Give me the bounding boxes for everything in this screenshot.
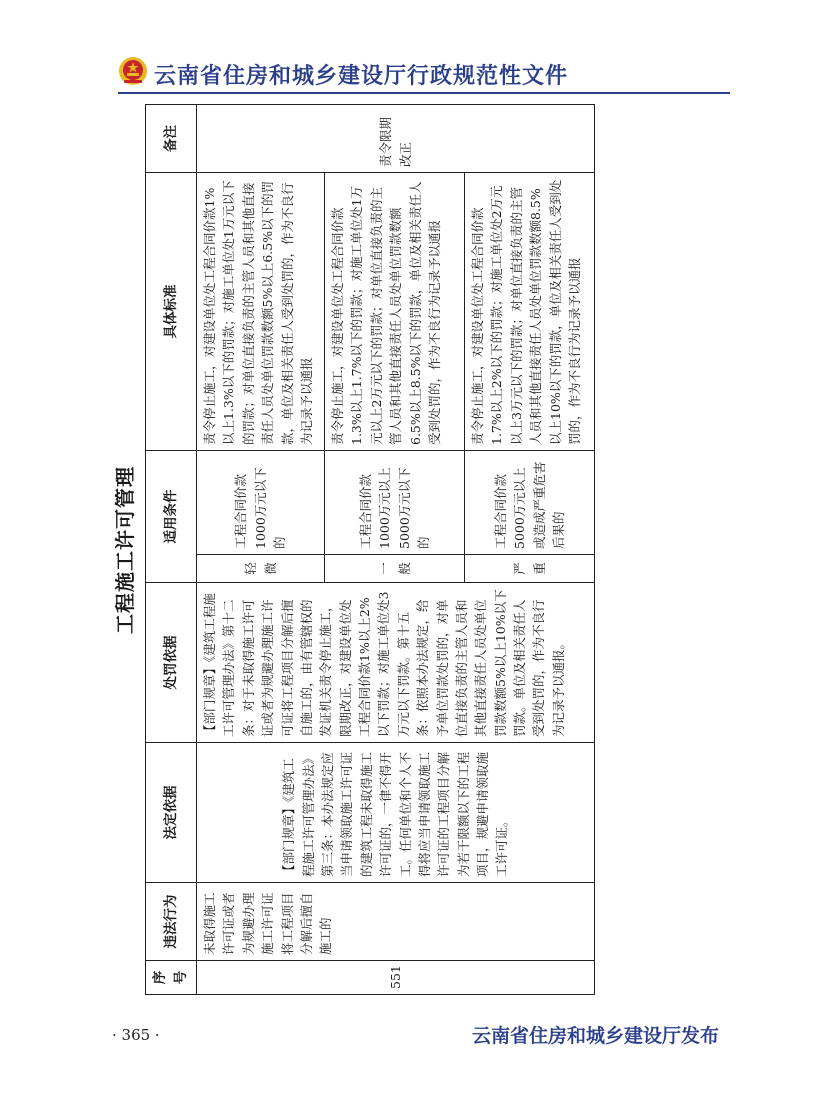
header-standard: 具体标准 [146, 173, 197, 451]
header-act: 违法行为 [146, 883, 197, 961]
cell-standard: 责令停止施工，对建设单位处工程合同价款1%以上1.3%以下的罚款；对施工单位处1万元以下的罚款；对单位直接负责的主管人员和其他直接责任人员处单位罚款数额5%以上6.5%以下的罚款，单位及相关责任人受到处罚的，作为不良行为记录予以通报 [197, 173, 325, 451]
header-note: 备注 [146, 105, 197, 173]
page-number: · 365 · [112, 1026, 160, 1044]
cell-no: 551 [197, 961, 595, 995]
cell-act: 未取得施工许可证或者为规避办理施工许可证将工程项目分解后擅自施工的 [197, 883, 595, 961]
cell-level: 轻微 [197, 555, 325, 583]
header-no: 序号 [146, 961, 197, 995]
cell-condition: 工程合同价款1000万元以上5000万元以下的 [325, 451, 465, 555]
cell-penalty: 【部门规章】《建筑工程施工许可管理办法》第十二条：对于未取得施工许可证或者为规避办理施工许可证将工程项目分解后擅自施工的，由有管辖权的发证机关责令停止施工，限期改正，对建设单位处工程合同价款1%以上2%以下罚款；对施工单位处3万元以下罚款。第十五条：依照本办法规定，给予单位罚款处罚的，对单位直接负责的主管人员和其他直接责任人员处单位罚款数额5%以上10%以下罚款。单位及相关责任人受到处罚的，作为不良行为记录予以通报。 [197, 583, 595, 743]
cell-standard: 责令停止施工，对建设单位处工程合同价款1.7%以上2%以下的罚款；对施工单位处2万元以上3万元以下的罚款；对单位直接负责的主管人员和其他直接责任人员处单位罚款数额8.5%以上10%以下的罚款，单位及相关责任人受到处罚的，作为不良行为记录予以通报 [465, 173, 595, 451]
header-condition: 适用条件 [146, 451, 197, 583]
cell-level: 一般 [325, 555, 465, 583]
national-emblem-icon [118, 56, 148, 86]
header-title: 云南省住房和城乡建设厅行政规范性文件 [154, 64, 569, 89]
penalty-table [145, 104, 595, 995]
document-header [118, 56, 758, 92]
header-law: 法定依据 [146, 743, 197, 883]
section-title: 工程施工许可管理 [113, 466, 137, 634]
rotated-content [109, 105, 582, 995]
header-rule [118, 92, 730, 94]
cell-standard: 责令停止施工，对建设单位处工程合同价款1.3%以上1.7%以下的罚款；对施工单位处1万元以上2万元以下的罚款；对单位直接负责的主管人员和其他直接责任人员处单位罚款数额6.5%以上8.5%以下的罚款，单位及相关责任人受到处罚的，作为不良行为记录予以通报 [325, 173, 465, 451]
header-penalty: 处罚依据 [146, 583, 197, 743]
cell-condition: 工程合同价款1000万元以下的 [197, 451, 325, 555]
cell-condition: 工程合同价款5000万元以上或造成严重危害后果的 [465, 451, 595, 555]
footer-publisher: 云南省住房和城乡建设厅发布 [472, 1025, 720, 1047]
cell-level: 严重 [465, 555, 595, 583]
cell-law: 【部门规章】《建筑工程施工许可管理办法》第三条：本办法规定应当申请领取施工许可证的建筑工程未取得施工许可证的，一律不得开工。任何单位和个人不得将应当申请领取施工许可证的工程项目分解为若干限额以下的工程项目，规避申请领取施工许可证。 [197, 743, 595, 883]
table-header-row [146, 105, 197, 995]
cell-note: 责令限期改正 [197, 105, 595, 173]
table-row [197, 105, 325, 995]
